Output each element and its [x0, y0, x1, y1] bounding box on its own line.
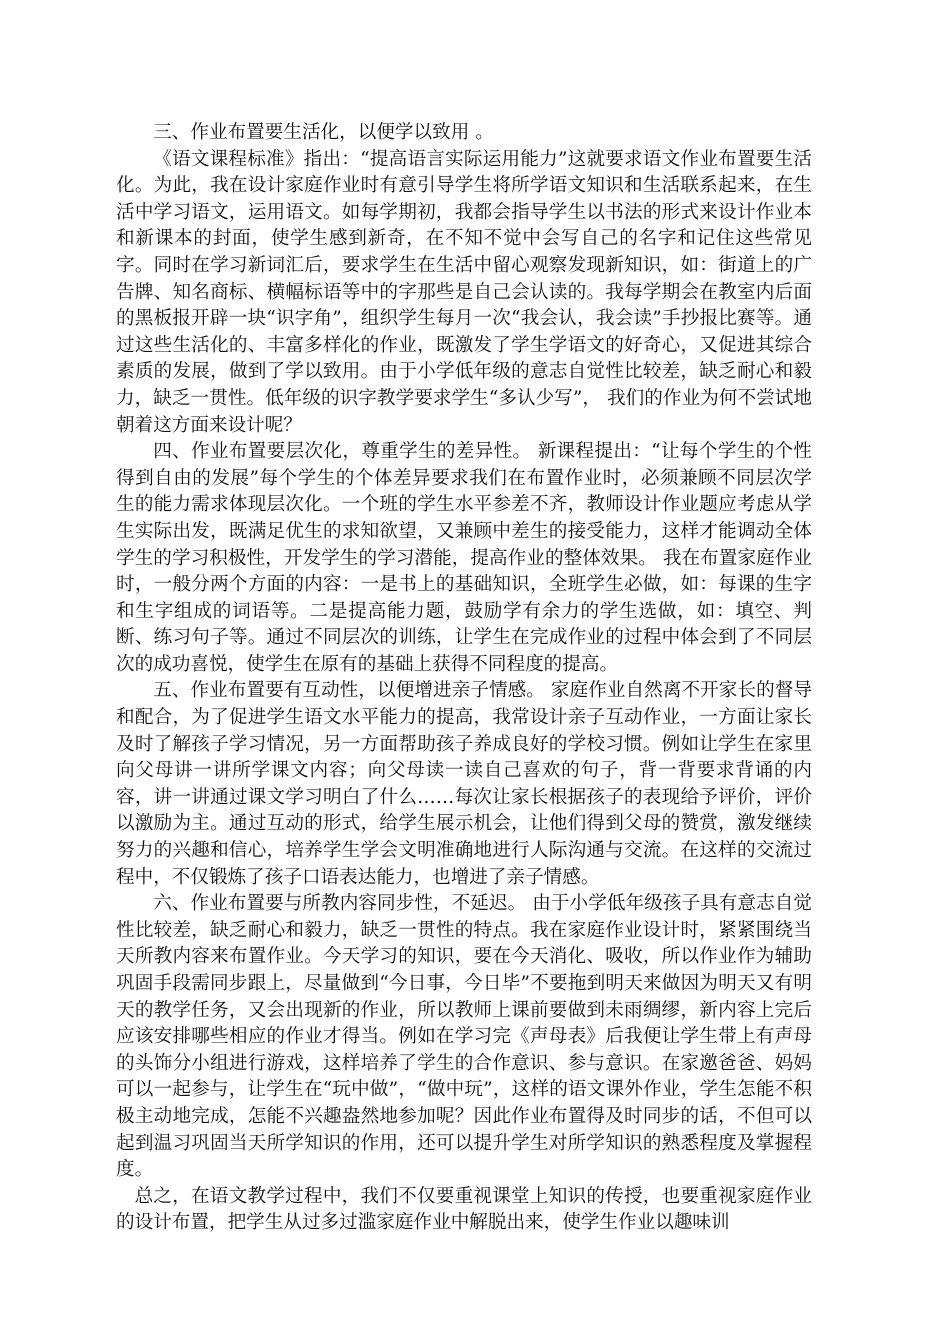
section-heading-three: 三、作业布置要生活化，以便学以致用 。 [153, 122, 494, 143]
paragraph-interactive-homework: 五、作业布置要有互动性，以便增进亲子情感。 家庭作业自然离不开家长的督导和配合，为了促进学生语文水平能力的提高，我常设计亲子互动作业，一方面让家长及时了解孩子学习情况，另一方面帮助孩子养成良好的学校习惯。例如让学生在家里向父母讲一讲所学课文内容；向父母读一读自己喜欢的句子，背一背要求背诵的内容，讲一讲通过课文学习明白了什么……每次让家长根据孩子的表现给予评价，评价以激励为主。通过互动的形式，给学生展示机会，让他们得到父母的赞赏，激发继续努力的兴趣和信心，培养学生学会文明准确地进行人际沟通与交流。在这样的交流过程中，不仅锻炼了孩子口语表达能力，也增进了亲子情感。 [116, 680, 812, 888]
paragraph-conclusion: 总之，在语文教学过程中，我们不仅要重视课堂上知识的传授，也要重视家庭作业的设计布置，把学生从过多过滥家庭作业中解脱出来，使学生作业以趣味训 [116, 1185, 812, 1234]
paragraph-life-oriented-homework: 《语文课程标准》指出：“提高语言实际运用能力”这就要求语文作业布置要生活化。为此，我在设计家庭作业时有意引导学生将所学语文知识和生活联系起来，在生活中学习语文，运用语文。如每学期初，我都会指导学生以书法的形式来设计作业本和新课本的封面，使学生感到新奇，在不知不觉中会写自己的名字和记住这些常见字。同时在学习新词汇后，要求学生在生活中留心观察发现新知识，如：街道上的广告牌、知名商标、横幅标语等中的字那些是自己会认读的。我每学期会在教室内后面的黑板报开辟一块“识字角”，组织学生每月一次“我会认，我会读”手抄报比赛等。通过这些生活化的、丰富多样化的作业，既激发了学生学语文的好奇心，又促进其综合素质的发展，做到了学以致用。由于小学低年级的意志自觉性比较差，缺乏耐心和毅力，缺乏一贯性。低年级的识字教学要求学生“多认少写”， 我们的作业为何不尝试地朝着这方面来设计呢？ [116, 148, 812, 436]
paragraph-synchronous-homework: 六、作业布置要与所教内容同步性，不延迟。 由于小学低年级孩子具有意志自觉性比较差，缺乏耐心和毅力，缺乏一贯性的特点。我在家庭作业设计时，紧紧围绕当天所教内容来布置作业。今天学习的知识，要在今天消化、吸收，所以作业作为辅助巩固手段需同步跟上，尽量做到“今日事，今日毕”不要拖到明天来做因为明天又有明天的教学任务，又会出现新的作业，所以教师上课前要做到未雨绸缪，新内容上完后应该安排哪些相应的作业才得当。例如在学习完《声母表》后我便让学生带上有声母的头饰分小组进行游戏，这样培养了学生的合作意识、参与意识。在家邀爸爸、妈妈可以一起参与，让学生在“玩中做”，“做中玩”，这样的语文课外作业，学生怎能不积极主动地完成，怎能不兴趣盎然地参加呢？因此作业布置得及时同步的话，不但可以起到温习巩固当天所学知识的作用，还可以提升学生对所学知识的熟悉程度及掌握程度。 [116, 893, 812, 1181]
paragraph-layered-homework: 四、作业布置要层次化，尊重学生的差异性。 新课程提出：“让每个学生的个性得到自由的发展”每个学生的个体差异要求我们在布置作业时，必须兼顾不同层次学生的能力需求体现层次化。一个班的学生水平参差不齐，教师设计作业题应考虑从学生实际出发，既满足优生的求知欲望，又兼顾中差生的接受能力，这样才能调动全体学生的学习积极性，开发学生的学习潜能，提高作业的整体效果。 我在布置家庭作业时，一般分两个方面的内容：一是书上的基础知识，全班学生必做，如：每课的生字和生字组成的词语等。二是提高能力题，鼓励学有余力的学生选做，如：填空、判断、练习句子等。通过不同层次的训练，让学生在完成作业的过程中体会到了不同层次的成功喜悦，使学生在原有的基础上获得不同程度的提高。 [116, 441, 812, 675]
document-body [116, 120, 812, 1237]
